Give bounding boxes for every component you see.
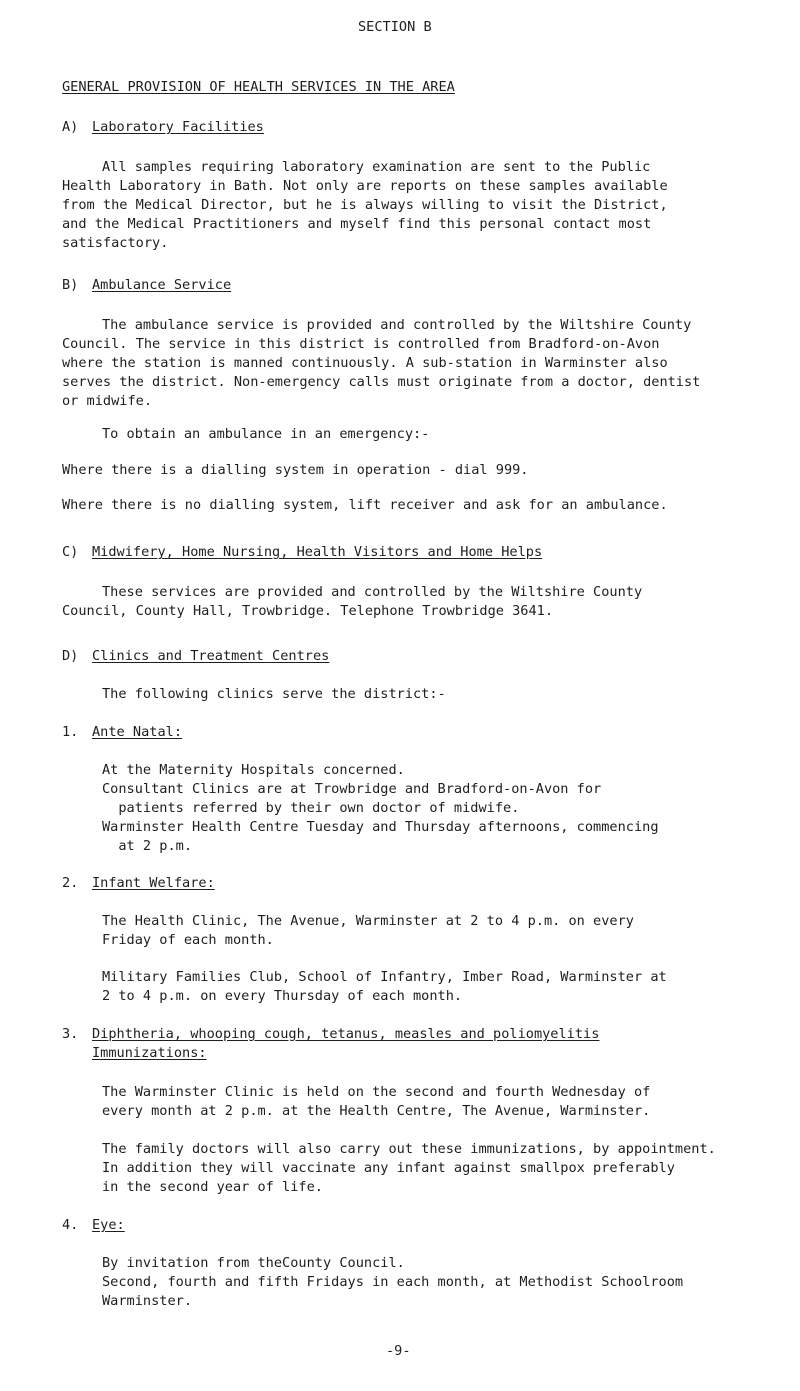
section-title: SECTION B (358, 19, 432, 35)
page-heading: GENERAL PROVISION OF HEALTH SERVICES IN THE AREA (62, 79, 455, 95)
midwifery-title: Midwifery, Home Nursing, Health Visitors and Home Helps (92, 544, 543, 560)
clinic-item-line: Consultant Clinics are at Trowbridge and Bradford-on-Avon for (102, 781, 602, 797)
clinic-item-line: The family doctors will also carry out these immunizations, by appointment. (102, 1141, 716, 1157)
clinic-item-line: every month at 2 p.m. at the Health Centre, The Avenue, Warminster. (102, 1103, 651, 1119)
clinic-item-line: By invitation from theCounty Council. (102, 1255, 405, 1271)
clinic-item-title: Immunizations: (92, 1045, 207, 1061)
ambulance-title: Ambulance Service (92, 277, 232, 293)
clinic-item-number: 3. (62, 1026, 79, 1042)
midwifery-line: These services are provided and controlled by the Wiltshire County (102, 584, 643, 600)
lab-line: and the Medical Practitioners and myself find this personal contact most (62, 216, 652, 232)
page-number: -9- (386, 1343, 411, 1359)
ambulance-line: or midwife. (62, 393, 153, 409)
ambulance-line: The ambulance service is provided and controlled by the Wiltshire County (102, 317, 692, 333)
ambulance-label: B) (62, 277, 79, 293)
ambulance-line: where the station is manned continuously. A sub-station in Warminster also (62, 355, 668, 371)
ambulance-dialling: Where there is a dialling system in operation - dial 999. (62, 462, 529, 478)
clinic-item-title: Eye: (92, 1217, 125, 1233)
midwifery-label: C) (62, 544, 79, 560)
clinic-item-line: Warminster. (102, 1293, 193, 1309)
clinic-item-line: Second, fourth and fifth Fridays in each month, at Methodist Schoolroom (102, 1274, 684, 1290)
clinic-item-number: 2. (62, 875, 79, 891)
ambulance-obtain: To obtain an ambulance in an emergency:- (102, 426, 430, 442)
lab-label: A) (62, 119, 79, 135)
clinic-item-line: 2 to 4 p.m. on every Thursday of each month. (102, 988, 463, 1004)
clinics-title: Clinics and Treatment Centres (92, 648, 330, 664)
ambulance-no-dialling: Where there is no dialling system, lift receiver and ask for an ambulance. (62, 497, 668, 513)
clinic-item-title: Infant Welfare: (92, 875, 215, 891)
clinic-item-line: at 2 p.m. (102, 838, 193, 854)
clinics-intro: The following clinics serve the district:- (102, 686, 446, 702)
midwifery-line: Council, County Hall, Trowbridge. Telephone Trowbridge 3641. (62, 603, 554, 619)
clinic-item-title: Ante Natal: (92, 724, 183, 740)
clinics-label: D) (62, 648, 79, 664)
lab-line: from the Medical Director, but he is always willing to visit the District, (62, 197, 668, 213)
ambulance-line: Council. The service in this district is controlled from Bradford-on-Avon (62, 336, 660, 352)
clinic-item-line: in the second year of life. (102, 1179, 323, 1195)
lab-line: Health Laboratory in Bath. Not only are reports on these samples available (62, 178, 668, 194)
clinic-item-line: In addition they will vaccinate any infant against smallpox preferably (102, 1160, 675, 1176)
clinic-item-line: The Warminster Clinic is held on the second and fourth Wednesday of (102, 1084, 651, 1100)
lab-line: satisfactory. (62, 235, 169, 251)
clinic-item-number: 4. (62, 1217, 79, 1233)
clinic-item-line: The Health Clinic, The Avenue, Warminster at 2 to 4 p.m. on every (102, 913, 634, 929)
clinic-item-number: 1. (62, 724, 79, 740)
clinic-item-line: Friday of each month. (102, 932, 274, 948)
lab-line: All samples requiring laboratory examination are sent to the Public (102, 159, 651, 175)
lab-title: Laboratory Facilities (92, 119, 264, 135)
clinic-item-line: patients referred by their own doctor of midwife. (102, 800, 520, 816)
clinic-item-line: At the Maternity Hospitals concerned. (102, 762, 405, 778)
clinic-item-line: Warminster Health Centre Tuesday and Thursday afternoons, commencing (102, 819, 659, 835)
clinic-item-title: Diphtheria, whooping cough, tetanus, measles and poliomyelitis (92, 1026, 600, 1042)
ambulance-line: serves the district. Non-emergency calls must originate from a doctor, dentist (62, 374, 701, 390)
clinic-item-line: Military Families Club, School of Infantry, Imber Road, Warminster at (102, 969, 667, 985)
